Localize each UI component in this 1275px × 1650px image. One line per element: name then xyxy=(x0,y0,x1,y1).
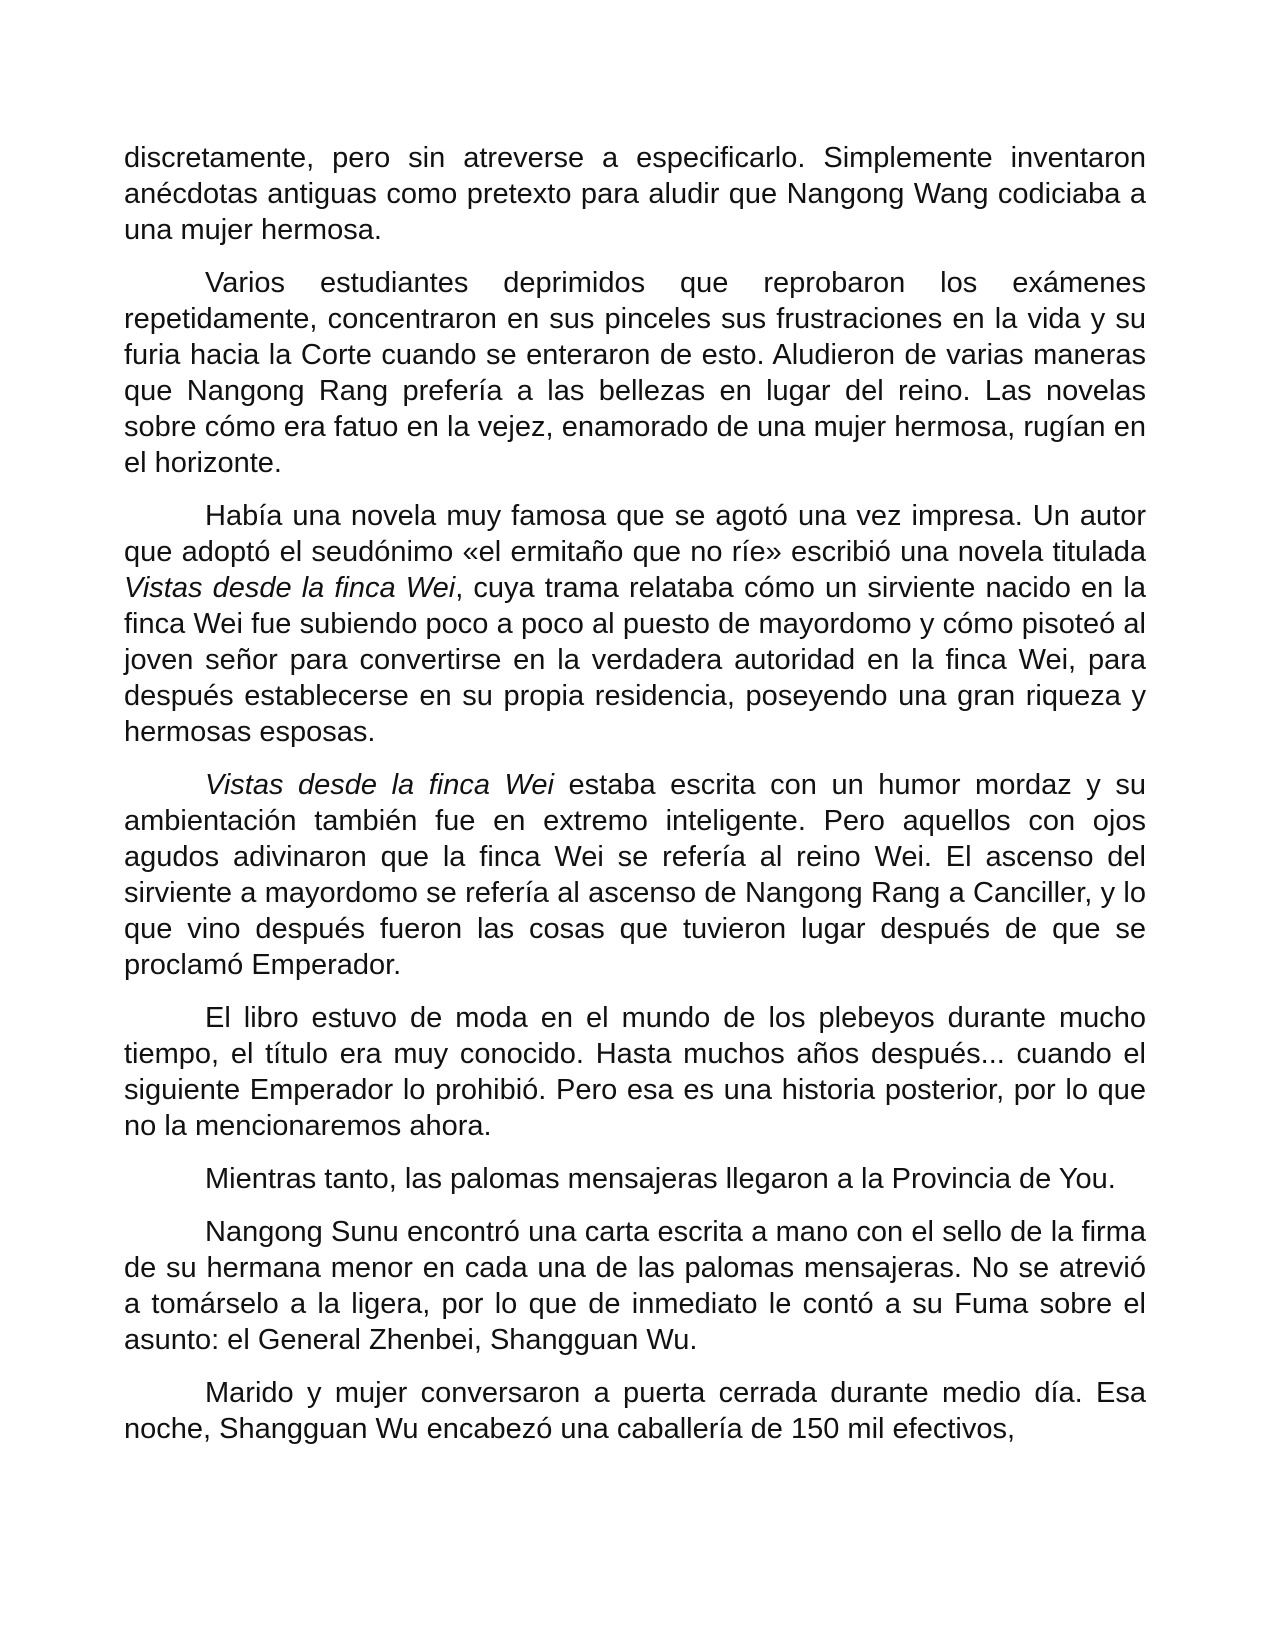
paragraph-2: Varios estudiantes deprimidos que reprobaron los exámenes repetidamente, concentraron en sus pinceles sus frustraciones en la vida y su furia hacia la Corte cuando se enteraron de esto. Aludieron de varias maneras que Nangong Rang prefería a las bellezas en lugar del reino. Las novelas sobre cómo era fatuo en la vejez, enamorado de una mujer hermosa, rugían en el horizonte. xyxy=(124,267,1146,479)
paragraph-5: El libro estuvo de moda en el mundo de los plebeyos durante mucho tiempo, el título era muy conocido. Hasta muchos años después... cuando el siguiente Emperador lo prohibió. Pero esa es una historia posterior, por lo que no la mencionaremos ahora. xyxy=(124,1002,1146,1142)
book-title-italic: Vistas desde la finca Wei xyxy=(124,572,456,604)
book-title-italic: Vistas desde la finca Wei xyxy=(205,769,554,801)
paragraph-4-text-after: estaba escrita con un humor mordaz y su ambientación también fue en extremo inteligente. Pero aquellos con ojos agudos adivinaron que la finca Wei se refería al reino Wei. El ascenso del sirviente a mayordomo se refería al ascenso de Nangong Rang a Canciller, y lo que vino después fueron las cosas que tuvieron lugar después de que se proclamó Emperador. xyxy=(124,769,1147,981)
paragraph-3-text-before: Había una novela muy famosa que se agotó una vez impresa. Un autor que adoptó el seudónimo «el ermitaño que no ríe» escribió una novela titulada xyxy=(124,500,1146,568)
paragraph-3 xyxy=(124,498,1146,750)
paragraph-8: Marido y mujer conversaron a puerta cerrada durante medio día. Esa noche, Shangguan Wu encabezó una caballería de 150 mil efectivos, xyxy=(124,1377,1146,1445)
paragraph-4 xyxy=(124,767,1146,983)
paragraph-1: discretamente, pero sin atreverse a especificarlo. Simplemente inventaron anécdotas antiguas como pretexto para aludir que Nangong Wang codiciaba a una mujer hermosa. xyxy=(124,142,1146,246)
paragraph-7: Nangong Sunu encontró una carta escrita a mano con el sello de la firma de su hermana menor en cada una de las palomas mensajeras. No se atrevió a tomárselo a la ligera, por lo que de inmediato le contó a su Fuma sobre el asunto: el General Zhenbei, Shangguan Wu. xyxy=(124,1216,1146,1356)
paragraph-6: Mientras tanto, las palomas mensajeras llegaron a la Provincia de You. xyxy=(205,1163,1116,1195)
paragraph-3-text-after: , cuya trama relataba cómo un sirviente nacido en la finca Wei fue subiendo poco a poco al puesto de mayordomo y cómo pisoteó al joven señor para convertirse en la verdadera autoridad en la finca Wei, para después establecerse en su propia residencia, poseyendo una gran riqueza y hermosas esposas. xyxy=(124,572,1146,748)
document-page xyxy=(124,140,1146,1464)
